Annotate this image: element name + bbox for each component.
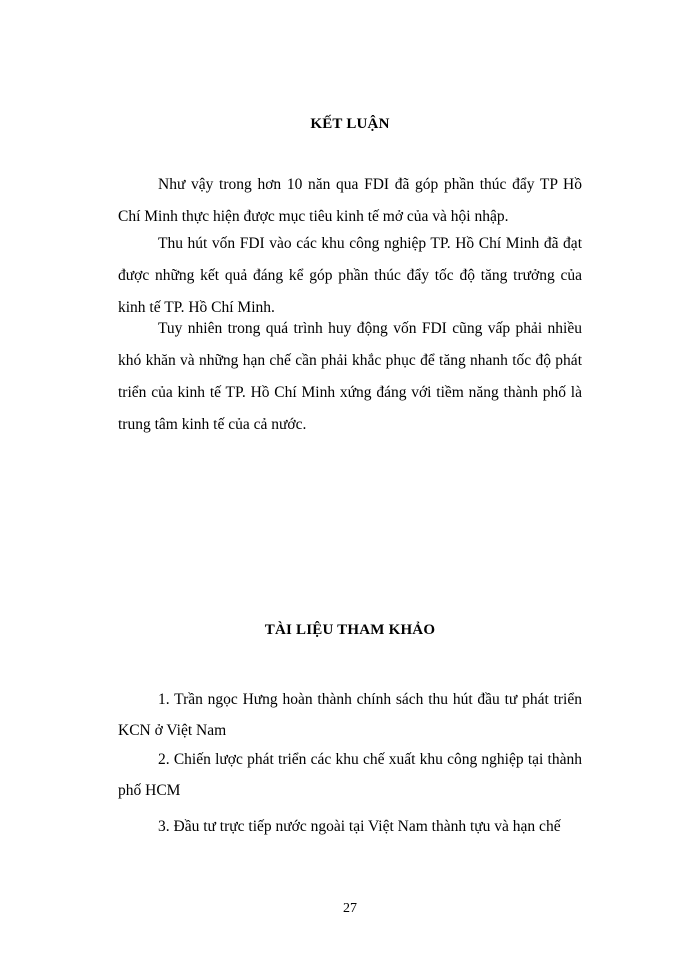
reference-item-2: 2. Chiến lược phát triển các khu chế xuất khu công nghiệp tại thành phố HCM (118, 751, 582, 799)
page-number: 27 (343, 901, 357, 916)
conclusion-heading: KẾT LUẬN (310, 116, 390, 132)
reference-item-3: 3. Đầu tư trực tiếp nước ngoài tại Việt Nam thành tựu và hạn chế (158, 818, 561, 835)
references-heading: TÀI LIỆU THAM KHẢO (264, 622, 436, 638)
conclusion-paragraph-3: Tuy nhiên trong quá trình huy động vốn FDI cũng vấp phải nhiều khó khăn và những hạn chế cần phải khắc phục để tăng nhanh tốc độ phát triển của kinh tế TP. Hồ Chí Minh xứng đáng với tiềm năng thành phố là trung tâm kinh tế của cả nước. (118, 320, 582, 433)
reference-item-1: 1. Trần ngọc Hưng hoàn thành chính sách thu hút đầu tư phát triển KCN ở Việt Nam (118, 691, 582, 739)
conclusion-paragraph-2: Thu hút vốn FDI vào các khu công nghiệp TP. Hồ Chí Minh đã đạt được những kết quả đáng kể góp phần thúc đẩy tốc độ tăng trưởng của kinh tế TP. Hồ Chí Minh. (118, 235, 582, 316)
conclusion-paragraph-1: Như vậy trong hơn 10 năn qua FDI đã góp phần thúc đẩy TP Hồ Chí Minh thực hiện được mục tiêu kinh tế mở của và hội nhập. (118, 176, 582, 225)
